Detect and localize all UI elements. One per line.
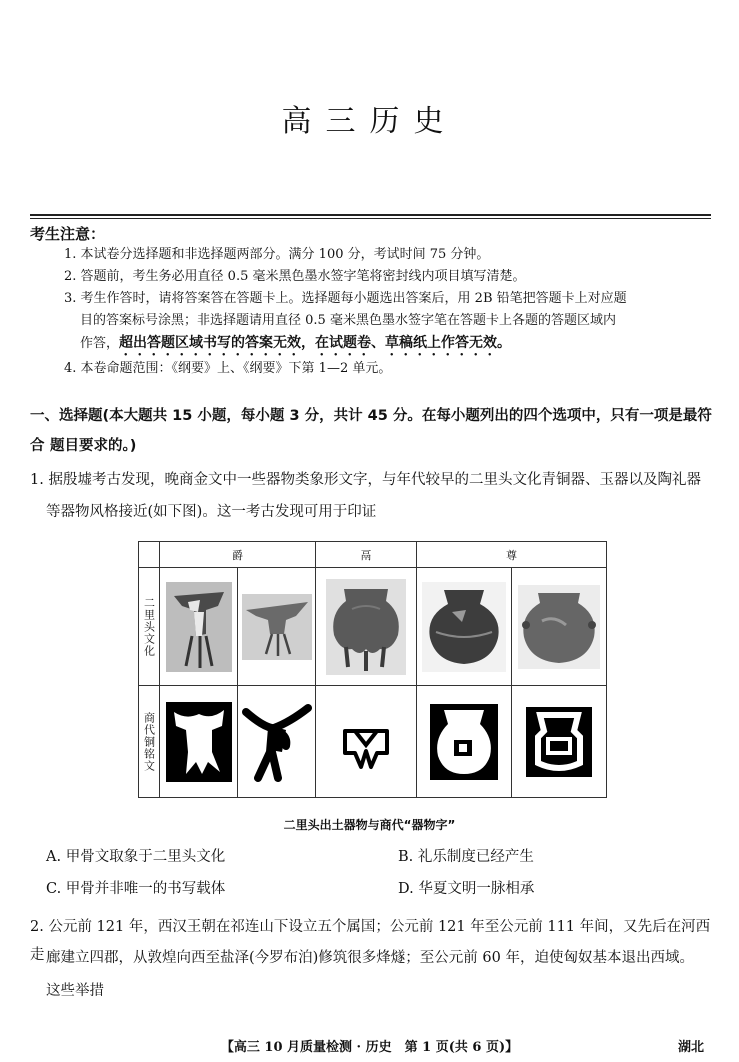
notice-item-2: 2. 答题前，考生务必用直径 0.5 毫米黑色墨水签字笔将密封线内项目填写清楚。 <box>64 269 526 284</box>
figure-col-jue: 爵 <box>160 542 316 568</box>
section-heading-cont: 题目要求的。) <box>50 438 137 454</box>
question-2-stem-end: 这些举措 <box>46 983 104 999</box>
artifact-figure-table <box>138 541 607 798</box>
notice-item-3-line1: 3. 考生作答时，请将答案答在答题卡上。选择题每小题选出答案后，用 2B 铅笔把答题卡上对应题 <box>64 291 627 306</box>
q1-option-c[interactable]: C. 甲骨并非唯一的书写载体 <box>46 881 226 897</box>
notice-item-3-line2: 目的答案标号涂黑；非选择题请用直径 0.5 毫米黑色墨水签字笔在答题卡上各题的答题区域内 <box>80 313 616 328</box>
notice-item-3-prefix: 作答， <box>80 336 120 351</box>
figure-corner <box>139 542 160 568</box>
glyph-zun-2 <box>512 686 607 798</box>
notice-item-3-line3 <box>80 333 511 359</box>
footer-region: 湖北 <box>678 1040 705 1055</box>
question-1-stem: 1. 据殷墟考古发现，晚商金文中一些器物类象形文字，与年代较早的二里头文化青铜器、玉器以及陶礼器 <box>30 472 701 488</box>
question-2-stem: 2. 公元前 121 年，西汉王朝在祁连山下设立五个属国；公元前 121 年至公元前 111 年间，又先后在河西走 <box>30 919 711 963</box>
question-2-stem-cont: 廊建立四郡，从敦煌向西至盐泽(今罗布泊)修筑很多烽燧；至公元前 60 年，迫使匈奴基本退出西域。 <box>46 950 694 966</box>
vessel-li <box>316 568 417 686</box>
header-rule-thick <box>30 214 711 216</box>
notice-item-1: 1. 本试卷分选择题和非选择题两部分。满分 100 分，考试时间 75 分钟。 <box>64 247 490 262</box>
notice-heading: 考生注意： <box>30 225 106 243</box>
q1-option-b[interactable]: B. 礼乐制度已经产生 <box>398 849 534 865</box>
page-footer: 【高三 10 月质量检测 · 历史 第 1 页(共 6 页)】 <box>220 1040 519 1055</box>
notice-item-4: 4. 本卷命题范围：《纲要》上、《纲要》下第 1—2 单元。 <box>64 361 392 376</box>
notice-item-3-emphasis: 超出答题区域书写的答案无效，在试题卷、草稿纸上作答无效。 <box>119 335 512 351</box>
glyph-li <box>316 686 417 798</box>
figure-row-shang-inscription: 商代铜铭文 <box>139 686 160 798</box>
figure-row-erlitou: 二里头文化 <box>139 568 160 686</box>
vessel-jue-1 <box>160 568 238 686</box>
q1-option-d[interactable]: D. 华夏文明一脉相承 <box>398 881 535 897</box>
glyph-zun-1 <box>417 686 512 798</box>
figure-col-zun: 尊 <box>417 542 607 568</box>
figure-caption: 二里头出土器物与商代“器物字” <box>283 818 456 832</box>
glyph-jue-1 <box>160 686 238 798</box>
header-rule-thin <box>30 218 711 219</box>
question-1-stem-cont: 等器物风格接近(如下图)。这一考古发现可用于印证 <box>46 504 377 520</box>
figure-col-li: 鬲 <box>316 542 417 568</box>
vessel-zun-1 <box>417 568 512 686</box>
glyph-jue-2 <box>238 686 316 798</box>
q1-option-a[interactable]: A. 甲骨文取象于二里头文化 <box>46 849 226 865</box>
section-heading: 一、选择题(本大题共 15 小题，每小题 3 分，共计 45 分。在每小题列出的四个选项中，只有一项是最符合 <box>30 408 712 454</box>
vessel-zun-2 <box>512 568 607 686</box>
page-title: 高三历史 <box>281 104 458 139</box>
vessel-jue-2 <box>238 568 316 686</box>
